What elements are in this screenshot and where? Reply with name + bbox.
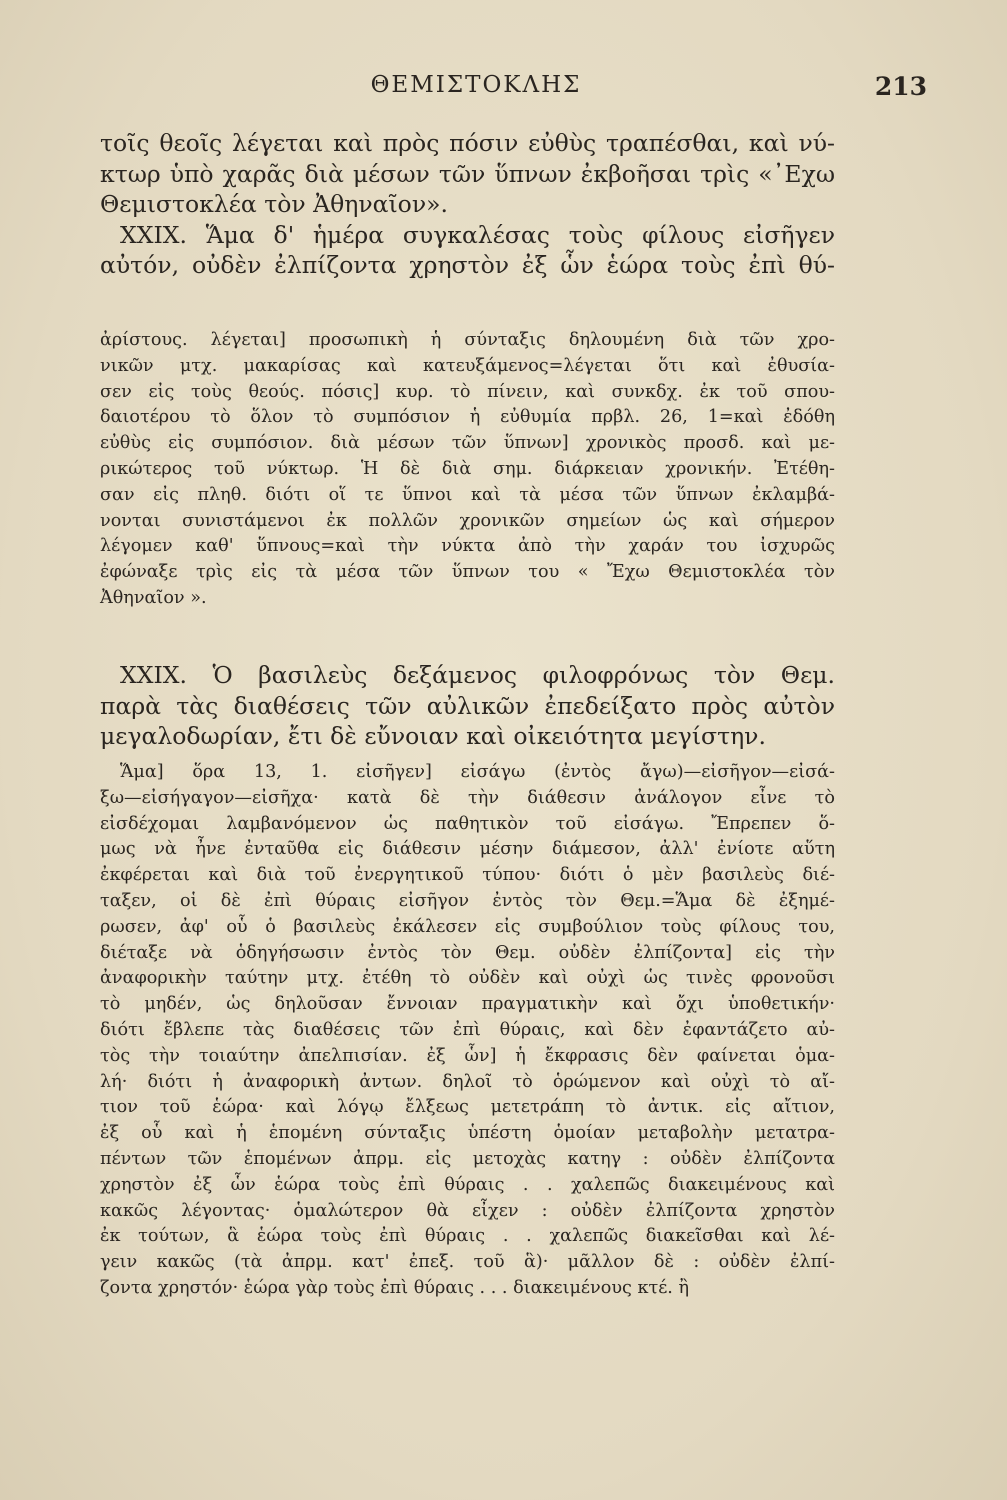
- main-line: Θεμιστοκλέα τὸν Ἀθηναῖον».: [100, 190, 448, 218]
- running-title: ΘΕΜΙΣΤΟΚΛΗΣ: [370, 72, 582, 98]
- note-line: κακῶς λέγοντας· ὁμαλώτερον θὰ εἶχεν : οὐδὲν ἐλπίζοντα χρηστὸν: [100, 1200, 835, 1221]
- note-line: Ἀθηναῖον ».: [100, 587, 207, 608]
- commentary-block-2: [100, 760, 835, 1302]
- note-line: ἐφώναξε τρὶς εἰς τὰ μέσα τῶν ὕπνων του « Ἔχω Θεμιστοκλέα τὸν: [100, 562, 835, 583]
- note-line: εἰσδέχομαι λαμβανόμενον ὡς παθητικὸν τοῦ εἰσάγω. Ἔπρεπεν ὅ-: [100, 813, 835, 834]
- note-line: πέντων τῶν ἑπομένων ἀπρμ. εἰς μετοχὰς κατηγ : οὐδὲν ἐλπίζοντα: [100, 1148, 835, 1169]
- main-line: κτωρ ὑπὸ χαρᾶς διὰ μέσων τῶν ὕπνων ἐκβοῆσαι τρὶς «᾿Εχω: [100, 159, 835, 188]
- note-line: εὐθὺς εἰς συμπόσιον. διὰ μέσων τῶν ὕπνων] χρονικὸς προσδ. καὶ με-: [100, 433, 835, 454]
- note-line: χρηστὸν ἐξ ὧν ἑώρα τοὺς ἐπὶ θύραις . . χαλεπῶς διακειμένους καὶ: [100, 1174, 835, 1195]
- main-line: αὐτόν, οὐδὲν ἐλπίζοντα χρηστὸν ἐξ ὧν ἑώρα τοὺς ἐπὶ θύ-: [100, 251, 835, 279]
- summary-line: μεγαλοδωρίαν, ἔτι δὲ εὔνοιαν καὶ οἰκειότητα μεγίστην.: [100, 722, 766, 750]
- note-line: νονται συνιστάμενοι ἐκ πολλῶν χρονικῶν σημείων ὡς καὶ σήμερον: [100, 510, 835, 531]
- page-number: 213: [874, 72, 927, 101]
- main-line: τοῖς θεοῖς λέγεται καὶ πρὸς πόσιν εὐθὺς τραπέσθαι, καὶ νύ-: [100, 129, 835, 157]
- note-line: λέγομεν καθ' ὕπνους=καὶ τὴν νύκτα ἀπὸ τὴν χαράν του ἰσχυρῶς: [100, 536, 835, 557]
- main-line: XXIX. Ἅμα δ' ἡμέρα συγκαλέσας τοὺς φίλους εἰσῆγεν: [120, 220, 835, 249]
- note-line: ζοντα χρηστόν· ἑώρα γὰρ τοὺς ἐπὶ θύραις . . . διακειμένους κτέ. ἢ: [100, 1277, 690, 1298]
- summary-line: XXIX. Ὁ βασιλεὺς δεξάμενος φιλοφρόνως τὸν Θεμ.: [120, 661, 835, 689]
- summary-block: [100, 660, 835, 752]
- note-line: ταξεν, οἱ δὲ ἐπὶ θύραις εἰσῆγον ἐντὸς τὸν Θεμ.=Ἅμα δὲ ἐξημέ-: [100, 890, 835, 911]
- note-line: ρικώτερος τοῦ νύκτωρ. Ἡ δὲ διὰ σημ. διάρκειαν χρονικήν. Ἐτέθη-: [100, 458, 835, 479]
- main-text-block: [100, 128, 835, 281]
- note-line: σαν εἰς πληθ. διότι οἵ τε ὕπνοι καὶ τὰ μέσα τῶν ὕπνων ἐκλαμβά-: [100, 484, 835, 505]
- note-line: ρωσεν, ἀφ' οὗ ὁ βασιλεὺς ἐκάλεσεν εἰς συμβούλιον τοὺς φίλους του,: [100, 916, 835, 937]
- note-line: λή· διότι ἡ ἀναφορικὴ ἀντων. δηλοῖ τὸ ὁρώμενον καὶ οὐχὶ τὸ αἴ-: [100, 1071, 835, 1092]
- commentary-block-1: [100, 328, 835, 612]
- note-line: μως νὰ ἦνε ἐνταῦθα εἰς διάθεσιν μέσην διάμεσον, ἀλλ' ἐνίοτε αὕτη: [100, 839, 835, 860]
- note-line: ξω—εἰσήγαγον—εἰσῆχα· κατὰ δὲ τὴν διάθεσιν ἀνάλογον εἶνε τὸ: [100, 787, 835, 808]
- note-line: διέταξε νὰ ὁδηγήσωσιν ἐντὸς τὸν Θεμ. οὐδὲν ἐλπίζοντα] εἰς τὴν: [100, 942, 835, 963]
- note-line: ἀναφορικὴν ταύτην μτχ. ἐτέθη τὸ οὐδὲν καὶ οὐχὶ ὡς τινὲς φρονοῦσι: [100, 968, 835, 989]
- note-line: τιον τοῦ ἑώρα· καὶ λόγῳ ἔλξεως μετετράπη τὸ ἀντικ. εἰς αἴτιον,: [100, 1097, 835, 1118]
- note-line: τὸς τὴν τοιαύτην ἀπελπισίαν. ἐξ ὧν] ἡ ἔκφρασις δὲν φαίνεται ὁμα-: [100, 1045, 835, 1066]
- note-line: τὸ μηδέν, ὡς δηλοῦσαν ἔννοιαν πραγματικὴν καὶ ὄχι ὑποθετικήν·: [100, 994, 835, 1015]
- note-line: ἀρίστους. λέγεται] προσωπικὴ ἡ σύνταξις δηλουμένη διὰ τῶν χρο-: [100, 330, 835, 350]
- note-line: ἐξ οὗ καὶ ἡ ἑπομένη σύνταξις ὑπέστη ὁμοίαν μεταβολὴν μετατρα-: [100, 1123, 835, 1144]
- note-line: ἐκφέρεται καὶ διὰ τοῦ ἐνεργητικοῦ τύπου· διότι ὁ μὲν βασιλεὺς διέ-: [100, 865, 835, 886]
- running-head: [100, 72, 927, 112]
- note-line: Ἅμα] ὅρα 13, 1. εἰσῆγεν] εἰσάγω (ἐντὸς ἄγω)—εἰσῆγον—εἰσά-: [120, 762, 835, 782]
- note-line: δαιοτέρου τὸ ὅλον τὸ συμπόσιον ἡ εὐθυμία πρβλ. 26, 1=καὶ ἐδόθη: [100, 407, 835, 428]
- note-line: γειν κακῶς (τὰ ἀπρμ. κατ' ἐπεξ. τοῦ ἃ)· μᾶλλον δὲ : οὐδὲν ἐλπί-: [100, 1252, 835, 1273]
- note-line: διότι ἔβλεπε τὰς διαθέσεις τῶν ἐπὶ θύραις, καὶ δὲν ἐφαντάζετο αὐ-: [100, 1019, 835, 1040]
- summary-line: παρὰ τὰς διαθέσεις τῶν αὐλικῶν ἐπεδείξατο πρὸς αὐτὸν: [100, 691, 835, 720]
- note-line: νικῶν μτχ. μακαρίσας καὶ κατευξάμενος=λέγεται ὅτι καὶ ἐθυσία-: [100, 355, 835, 376]
- note-line: ἐκ τούτων, ἃ ἑώρα τοὺς ἐπὶ θύραις . . χαλεπῶς διακεῖσθαι καὶ λέ-: [100, 1226, 835, 1247]
- note-line: σεν εἰς τοὺς θεούς. πόσις] κυρ. τὸ πίνειν, καὶ συνκδχ. ἐκ τοῦ σπου-: [100, 381, 835, 402]
